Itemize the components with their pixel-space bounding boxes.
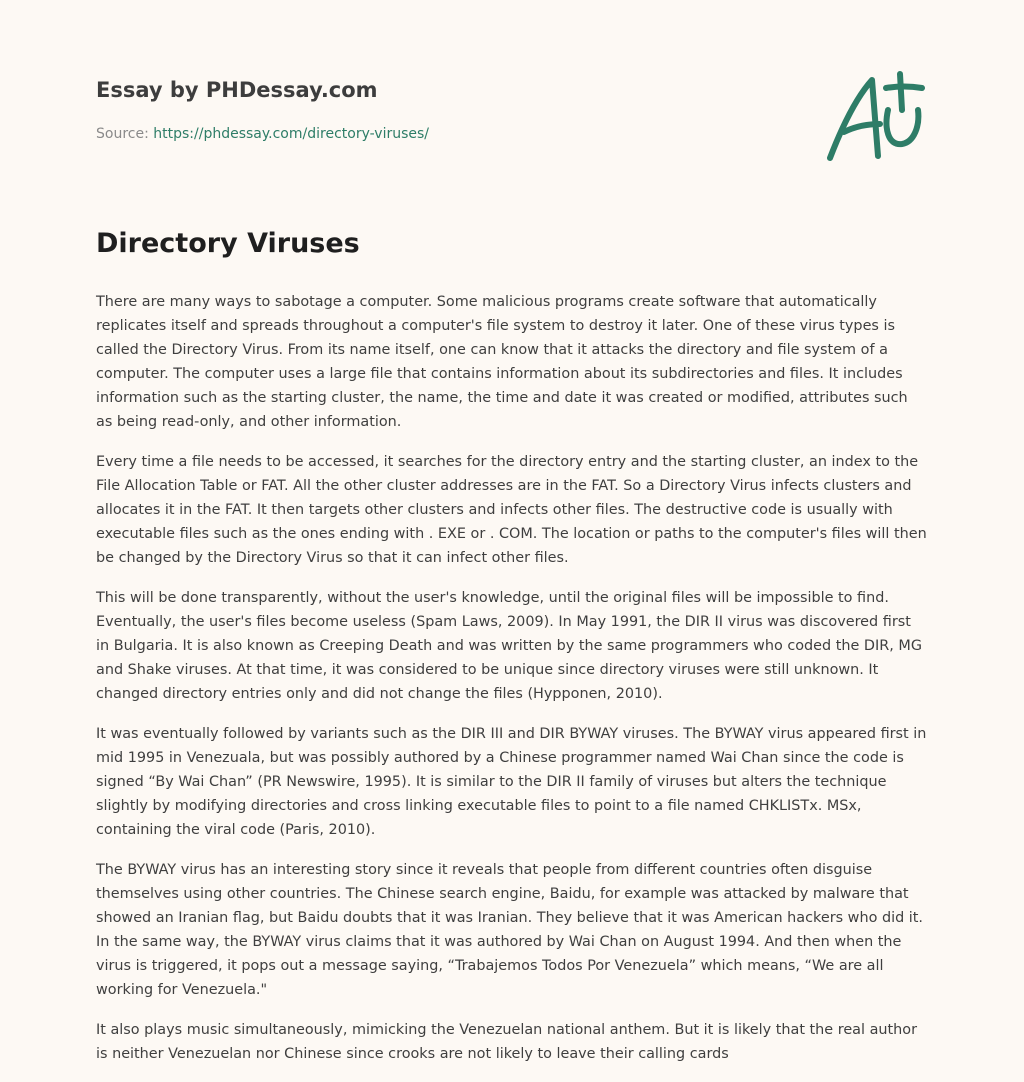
source-label: Source: [96,126,149,142]
source-line [96,124,796,144]
a-plus-logo-icon [822,66,932,166]
essay-title: Directory Viruses [96,228,360,259]
essay-paragraph: It was eventually followed by variants such as the DIR III and DIR BYWAY viruses. The BYWAY virus appeared first in mid 1995 in Venezuala, but was possibly authored by a Chinese programmer named Wai Chan since the code is signed “By Wai Chan” (PR Newswire, 1995). It is similar to the DIR II family of viruses but alters the technique slightly by modifying directories and cross linking executable files to point to a file named CHKLISTx. MSx, containing the viral code (Paris, 2010). [96,726,927,838]
essay-paragraph: The BYWAY virus has an interesting story since it reveals that people from different countries often disguise themselves using other countries. The Chinese search engine, Baidu, for example was attacked by malware that showed an Iranian flag, but Baidu doubts that it was Iranian. They believe that it was American hackers who did it. In the same way, the BYWAY virus claims that it was authored by Wai Chan on August 1994. And then when the virus is triggered, it pops out a message saying, “Trabajemos Todos Por Venezuela” which means, “We are all working for Venezuela." [96,862,924,998]
site-title: Essay by PHDessay.com [96,78,378,102]
essay-paragraph: This will be done transparently, without the user's knowledge, until the original files will be impossible to find. Eventually, the user's files become useless (Spam Laws, 2009). In May 1991, the DIR II virus was discovered first in Bulgaria. It is also known as Creeping Death and was written by the same programmers who coded the DIR, MG and Shake viruses. At that time, it was considered to be unique since directory viruses were still unknown. It changed directory entries only and did not change the files (Hypponen, 2010). [96,590,922,702]
essay-paragraph: It also plays music simultaneously, mimicking the Venezuelan national anthem. But it is likely that the real author is neither Venezuelan nor Chinese since crooks are not likely to leave their calling cards [96,1022,917,1062]
essay-paragraph: There are many ways to sabotage a computer. Some malicious programs create software that automatically replicates itself and spreads throughout a computer's file system to destroy it later. One of these virus types is called the Directory Virus. From its name itself, one can know that it attacks the directory and file system of a computer. The computer uses a large file that contains information about its subdirectories and files. It includes information such as the starting cluster, the name, the time and date it was created or modified, attributes such as being read-only, and other information. [96,294,908,430]
essay-header [96,76,796,144]
essay-body [96,224,928,1082]
source-link[interactable]: https://phdessay.com/directory-viruses/ [153,126,430,142]
essay-paragraph: Every time a file needs to be accessed, it searches for the directory entry and the starting cluster, an index to the File Allocation Table or FAT. All the other cluster addresses are in the FAT. So a Directory Virus infects clusters and allocates it in the FAT. It then targets other clusters and infects other files. The destructive code is usually with executable files such as the ones ending with . EXE or . COM. The location or paths to the computer's files will then be changed by the Directory Virus so that it can infect other files. [96,454,927,566]
